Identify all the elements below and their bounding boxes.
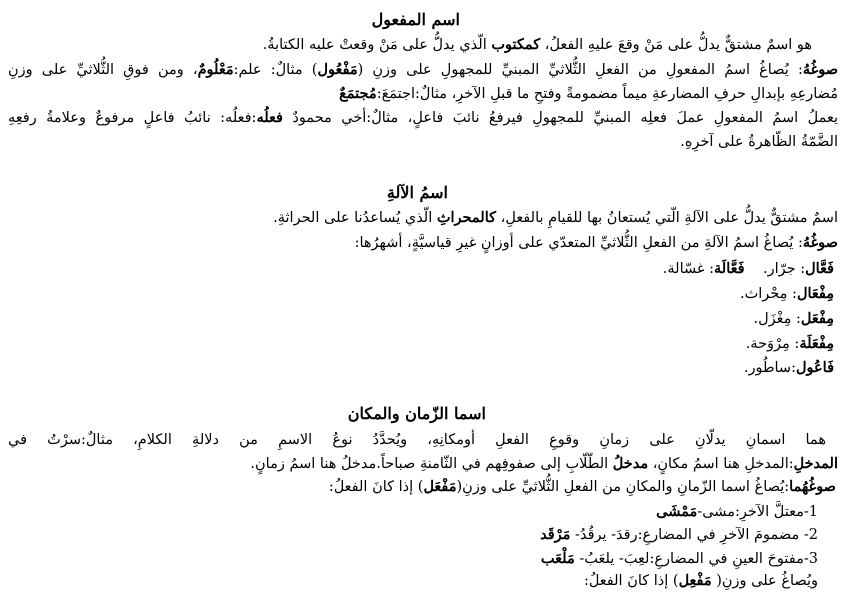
ala-pattern-item [740,284,834,304]
bold-term: مَلْعَب [540,550,575,567]
text: ويُصاغُ على وزنِ( [711,573,818,589]
text: : مِرْوَحة. [745,336,800,352]
case-number: 1 [808,504,818,520]
text: : مِحْراث. [740,286,797,302]
maful-formation [8,60,838,80]
text: اسمٌ مشتقٌّ يدلُّ على الآلةِ الّتي يُستعانُ بها للقيامِ بالفعلِ، [496,210,838,226]
text: ، ومن فوقِ الثُّلاثيِّ على وزنِ [8,62,198,78]
case-number: 2 [808,527,818,543]
ala-pattern-item [754,309,834,329]
bold-term: كالمحراثِ [436,209,497,226]
zaman-definition: هما اسمانِ يدلّانِ على زمانِ وقوعِ الفعلِ أومكانِهِ، ويُحدَّدُ نوعُ الاسمِ من دلالةِ الكلامِ، مثالٌ:سرْتُ في [8,432,826,448]
maful-work-cont: الضَّمّةُ الظّاهرةُ على آخرِهِ. [680,134,838,150]
ala-pattern-item [663,259,834,279]
case-number: 3 [808,551,818,567]
text: :ساطُور. [743,360,796,376]
text: : غسّالة. [662,261,715,277]
text: الطّلّابِ إلى صفوفِهم في الثّامنةِ صباحاً.مدخلُ هنا اسمُ زمانٍ. [250,456,613,472]
text: -معتلَّ الآخرِ:مشى- [697,504,809,520]
text: : يُصاغُ اسمُ الآلةِ من الفعلِ الثُّلاثيِّ المتعدّي على أوزانٍ غيرِ قياسيَّةٍ، أشهرُها: [354,235,803,251]
section-title-maful: اسم المفعول [371,10,460,29]
pattern-term: مِفْعَلَة [799,335,834,352]
text: هو اسمٌ مشتقٌّ يدلُّ على مَنْ وقعَ عليهِ الفعلُ، [540,37,812,53]
maful-definition [263,35,812,55]
maful-work [8,108,838,128]
pattern-term: فَاعُول [795,359,834,376]
bold-term: صوغُهُ [802,234,838,251]
zaman-case-item [541,549,818,569]
bold-term: مَعْلُومٌ [197,61,234,78]
zaman-formation [329,477,836,497]
text: : مِغْزَل. [753,311,801,327]
text: الّذي يُساعدُنا على الحراثةِ. [273,210,437,226]
ala-pattern-item [744,358,834,378]
text: - مضمومَ الآخرِ في المضارعِ:رقدَ- يرقُدُ- [570,527,809,543]
text: : جرّار. [763,261,806,277]
bold-term: مَمْشَى [656,503,698,520]
bold-term: صوغُهُما [789,478,836,495]
section-title-ala: اسمُ الآلةِ [386,183,448,202]
text: ) مثالٌ: علم: [233,62,318,78]
bold-term: مَفْعُول [317,61,358,78]
text: :يُصاغُ اسما الزّمانِ والمكانِ من الفعلِ الثُّلاثيِّ على وزنِ( [456,479,790,495]
zaman-case-item [540,525,818,545]
pattern-term: فَعَّالَة [714,260,745,277]
text: يعملُ اسمُ المفعولِ عملَ فعلِه المبنيِّ للمجهولِ فيرفعُ نائبَ فاعلٍ، مثالٌ:أخي محمودٌ [282,110,839,126]
bold-term: المدخلِ [793,455,838,472]
pattern-term: فَعَّال [805,260,834,277]
bold-term: مُجتمَعٌ [339,85,377,102]
text: ) إذا كانَ الفعلُ: [328,479,424,495]
zaman-last-line [584,571,818,591]
ala-definition [273,208,838,228]
pattern-term: مِفْعَال [796,285,834,302]
zaman-example [250,454,838,474]
bold-term: صوغُهُ [802,61,839,78]
text: مُضارعِهِ بإبدالِ حرفِ المضارعةِ ميماً مضمومةً وفتحِ ما قبلِ الآخرِ، مثالٌ:اجتمَعَ: [376,86,838,102]
ala-formation [355,233,838,253]
text: -مفتوحَ العينِ في المضارعِ:لعِبَ- يلعَبُ- [574,551,809,567]
text: الّذي يدلُّ على مَنْ وقعتْ عليه الكتابةُ. [262,37,492,53]
bold-term: كمكتوب [491,36,541,53]
text: : يُصاغُ اسمُ المفعولِ من الفعلِ الثُّلاثيِّ المبنيِّ للمجهولِ على وزنِ ( [357,62,803,78]
pattern-term: مِفْعَل [800,310,834,327]
bold-term: مَرْقَد [540,526,571,543]
bold-term: مدخلُ [612,455,649,472]
bold-term: مَفْعَل [423,478,457,495]
bold-term: مَفْعِل [678,572,712,589]
maful-formation-cont [339,84,838,104]
zaman-case-item [656,502,818,522]
text: :فعلُه: نائبُ فاعلٍ مرفوعٌ وعلامةُ رفعِهِ [8,110,257,126]
text: ) إذا كانَ الفعلُ: [583,573,679,589]
section-title-zaman: اسما الزّمان والمكان [347,404,486,423]
bold-term: فعلُه [256,109,283,126]
ala-pattern-item [746,334,834,354]
text: :المدخلِ هنا اسمُ مكانٍ، [648,456,794,472]
